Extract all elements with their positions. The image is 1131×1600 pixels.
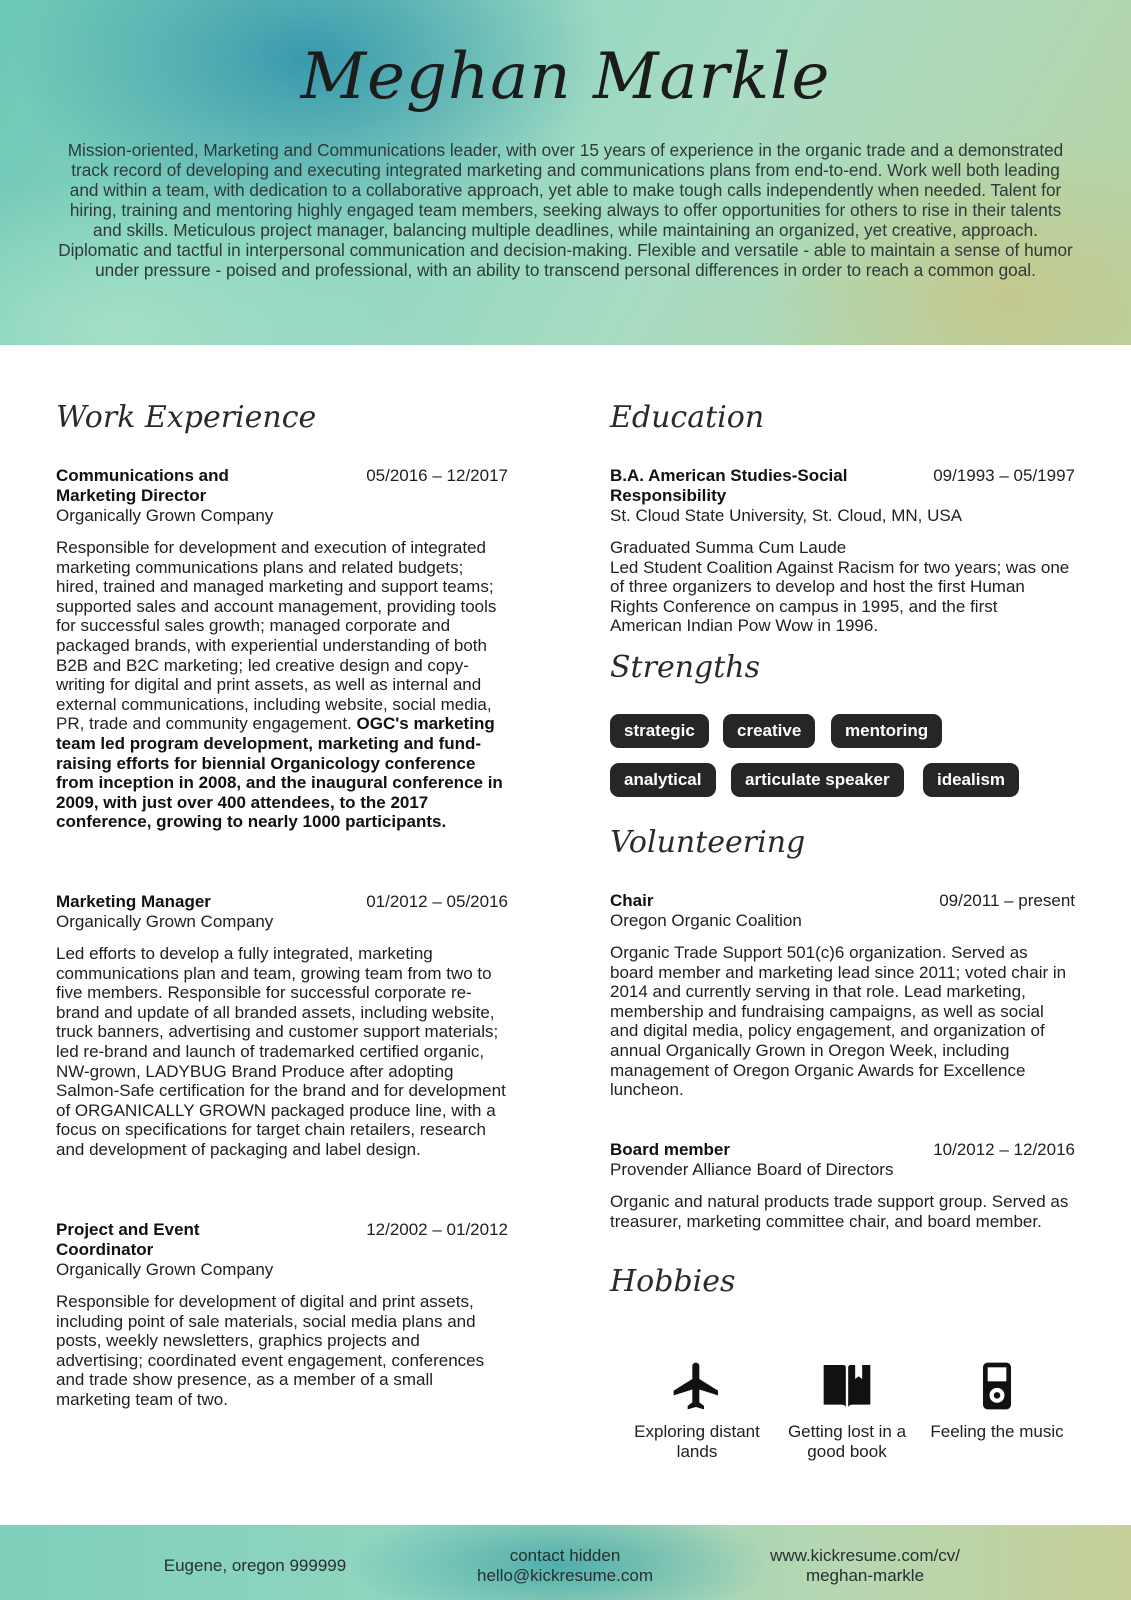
footer-location: Eugene, oregon 999999 [163,1556,347,1575]
header-banner [0,0,1131,345]
education-heading: Education [610,400,765,435]
volunteer-org: Provender Alliance Board of Directors [610,1160,894,1179]
footer-contact: contact hidden hello@kickresume.com [477,1546,653,1585]
job-description: Led efforts to develop a fully integrated, marketing communications plan and team, growing team from two to five members. Responsible for successful corporate re-brand and update of all branded assets, including website, truck banners, advertising and customer support materials; led re-brand and launch of trademarked certified organic, NW-grown, LADYBUG Brand Produce after adopting Salmon-Safe certification for the brand and for development of ORGANICALLY GROWN packaged produce line, with a focus on specifications for target chain retailers, research and development of packaging and label design. [56,944,506,1159]
hobby-label: Getting lost in a good book [787,1422,907,1461]
footer-website[interactable]: www.kickresume.com/cv/ meghan-markle [770,1546,960,1585]
hobbies-heading: Hobbies [610,1264,736,1299]
summary-text: Mission-oriented, Marketing and Communications leader, with over 15 years of experience in the organic trade and a demonstrated track record of developing and executing integrated marketing and communications plans from end-to-end. Work well both leading and within a team, with dedication to a collaborative approach, yet able to make tough calls independently when needed. Talent for hiring, training and mentoring highly engaged team members, seeking always to offer opportunities for others to rise in their talents and skills. Meticulous project manager, balancing multiple deadlines, while maintaining an organized, yet creative, approach. Diplomatic and tactful in interpersonal communication and decision-making. Flexible and versatile - able to maintain a sense of humor under pressure - poised and professional, with an ability to transcend personal differences in order to reach a common goal. [58,140,1073,280]
job-title: Communications and Marketing Director [56,466,229,505]
job-title: Marketing Manager [56,892,211,911]
volunteer-role: Board member [610,1140,730,1159]
book-icon [819,1358,875,1414]
work-experience-heading: Work Experience [56,400,317,435]
job-company: Organically Grown Company [56,506,274,525]
strengths-heading: Strengths [610,650,760,685]
job-date: 01/2012 – 05/2016 [366,892,508,911]
degree-title: B.A. American Studies-Social Responsibility [610,466,848,505]
strength-tag: analytical [610,763,716,797]
job-company: Organically Grown Company [56,1260,274,1279]
education-date: 09/1993 – 05/1997 [933,466,1075,485]
volunteering-heading: Volunteering [610,825,806,860]
job-description: Responsible for development and execution of integrated marketing communications plans and related budgets; hired, trained and managed marketing and support teams; supported sales and account management, providing tools for successful sales growth; managed corporate and packaged brands, with experiential understanding of both B2B and B2C marketing; led creative design and copy-writing for digital and print assets, as well as internal and external communications, including website, social media, PR, trade and community engagement. OGC's marketing team led program development, marketing and fund-raising efforts for biennial Organicology conference from inception in 2008, and the inaugural conference in 2009, with just over 400 attendees, to the 2017 conference, growing to nearly 1000 participants. [56,538,503,832]
strength-tag: idealism [923,763,1019,797]
strength-tag: mentoring [831,714,942,748]
resume-name: Meghan Markle [300,40,831,114]
strength-tag: articulate speaker [731,763,904,797]
volunteer-date: 10/2012 – 12/2016 [933,1140,1075,1159]
volunteer-date: 09/2011 – present [939,891,1075,910]
strength-tag: creative [723,714,815,748]
volunteer-description: Organic Trade Support 501(c)6 organization. Served as board member and marketing lead since 2011; voted chair in 2014 and currently serving in that role. Lead marketing, membership and fundraising campaigns, as well as social and digital media, policy engagement, and organization of annual Organically Grown in Oregon Week, including management of Oregon Organic Awards for Excellence luncheon. [610,943,1067,1100]
job-title: Project and Event Coordinator [56,1220,200,1259]
volunteer-role: Chair [610,891,654,910]
school-name: St. Cloud State University, St. Cloud, MN, USA [610,506,963,525]
hobby-label: Exploring distant lands [634,1422,760,1461]
hobby-item [772,1358,922,1462]
strength-tag: strategic [610,714,709,748]
footer-banner [0,1525,1131,1600]
music-player-icon [969,1358,1025,1414]
hobby-item [922,1358,1072,1442]
job-description: Responsible for development of digital and print assets, including point of sale materials, social media plans and posts, weekly newsletters, graphics projects and advertising; coordinated event engagement, conferences and trade show presence, as a member of a small marketing team of two. [56,1292,485,1409]
education-description: Graduated Summa Cum Laude Led Student Coalition Against Racism for two years; was one of three organizers to develop and host the first Human Rights Conference on campus in 1995, and the first American Indian Pow Wow in 1996. [610,538,1070,636]
hobby-item [622,1358,772,1462]
job-date: 12/2002 – 01/2012 [366,1220,508,1239]
volunteer-org: Oregon Organic Coalition [610,911,802,930]
job-company: Organically Grown Company [56,912,274,931]
hobby-label: Feeling the music [930,1422,1064,1441]
volunteer-description: Organic and natural products trade support group. Served as treasurer, marketing committee chair, and board member. [610,1192,1069,1231]
job-date: 05/2016 – 12/2017 [366,466,508,485]
airplane-icon [669,1358,725,1414]
